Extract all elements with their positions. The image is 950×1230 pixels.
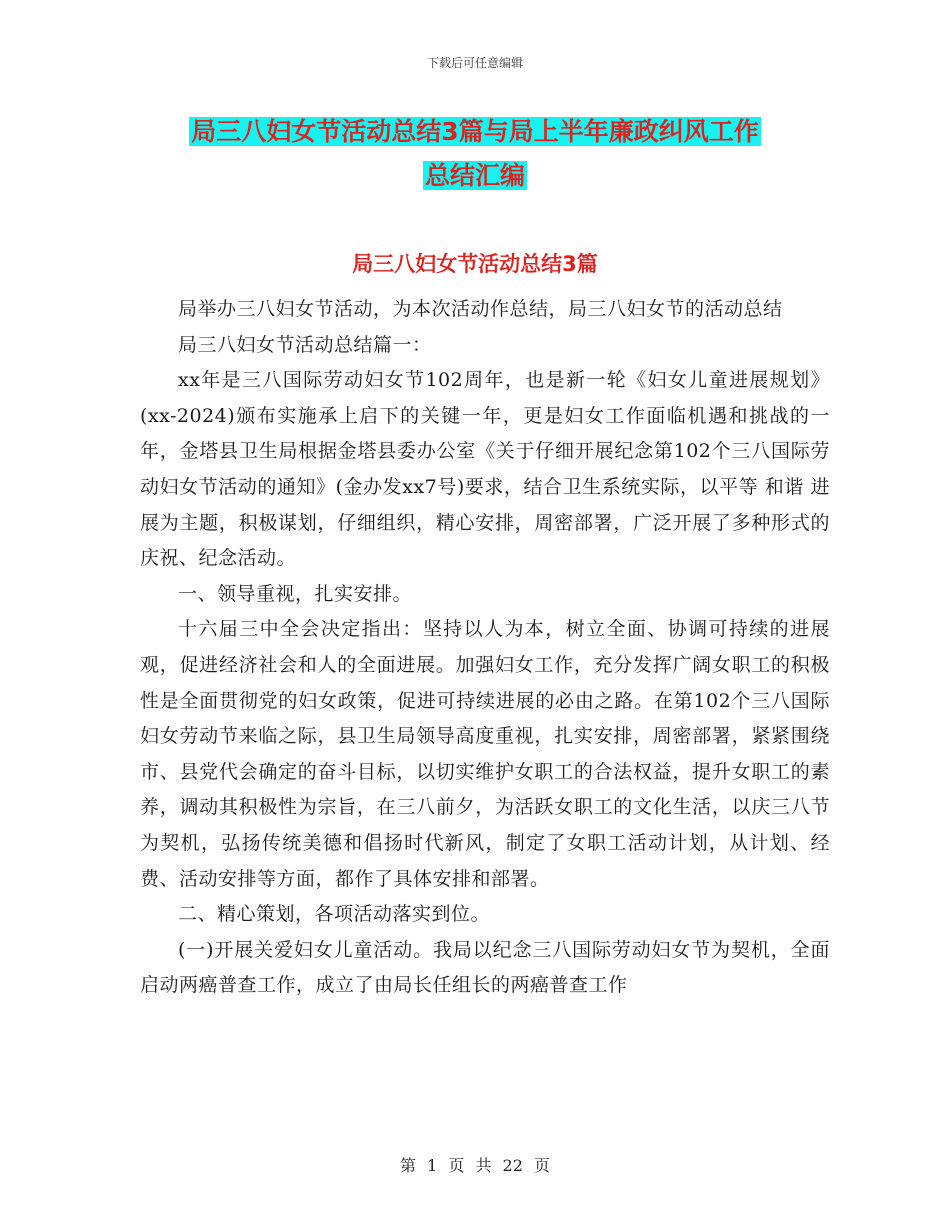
document-title-line-1: 局三八妇女节活动总结3篇与局上半年廉政纠风工作 (191, 117, 759, 146)
page-number-footer: 第 1 页 共 22 页 (400, 1156, 550, 1175)
paragraph: 二、精心策划，各项活动落实到位。 (178, 903, 491, 926)
paragraph: 局三八妇女节活动总结篇一： (178, 333, 432, 356)
paragraph: (一)开展关爱妇女儿童活动。我局以纪念三八国际劳动妇女节为契机，全面启动两癌普查工作，成立了由局长任组长的两癌普查工作 (140, 938, 830, 997)
paragraph: 局举办三八妇女节活动，为本次活动作总结，局三八妇女节的活动总结 (178, 298, 783, 320)
header-note: 下载后可任意编辑 (426, 56, 523, 70)
paragraph: 十六届三中全会决定指出：坚持以人为本，树立全面、协调可持续的进展观，促进经济社会和人的全面进展。加强妇女工作，充分发挥广阔女职工的积极性是全面贯彻党的妇女政策，促进可持续进展的必由之路。在第102个三八国际妇女劳动节来临之际，县卫生局领导高度重视，扎实安排，周密部署，紧紧围绕市、县党代会确定的奋斗目标，以切实维护女职工的合法权益，提升女职工的素养，调动其积极性为宗旨，在三八前夕，为活跃女职工的文化生活，以庆三八节为契机，弘扬传统美德和倡扬时代新风，制定了女职工活动计划，从计划、经费、活动安排等方面，都作了具体安排和部署。 (140, 618, 830, 890)
section-title: 局三八妇女节活动总结3篇 (352, 252, 598, 276)
paragraph: 一、领导重视，扎实安排。 (178, 582, 413, 605)
document-title (0, 110, 950, 198)
paragraph: xx年是三八国际劳动妇女节102周年，也是新一轮《妇女儿童进展规划》(xx-2024)颁布实施承上启下的关键一年，更是妇女工作面临机遇和挑战的一年，金塔县卫生局根据金塔县委办公室《关于仔细开展纪念第102个三八国际劳动妇女节活动的通知》(金办发xx7号)要求，结合卫生系统实际，以平等 和谐 进展为主题，积极谋划，仔细组织，精心安排，周密部署，广泛开展了多种形式的庆祝、纪念活动。 (140, 369, 830, 570)
document-body (140, 292, 830, 1004)
document-title-line-2: 总结汇编 (424, 161, 525, 190)
